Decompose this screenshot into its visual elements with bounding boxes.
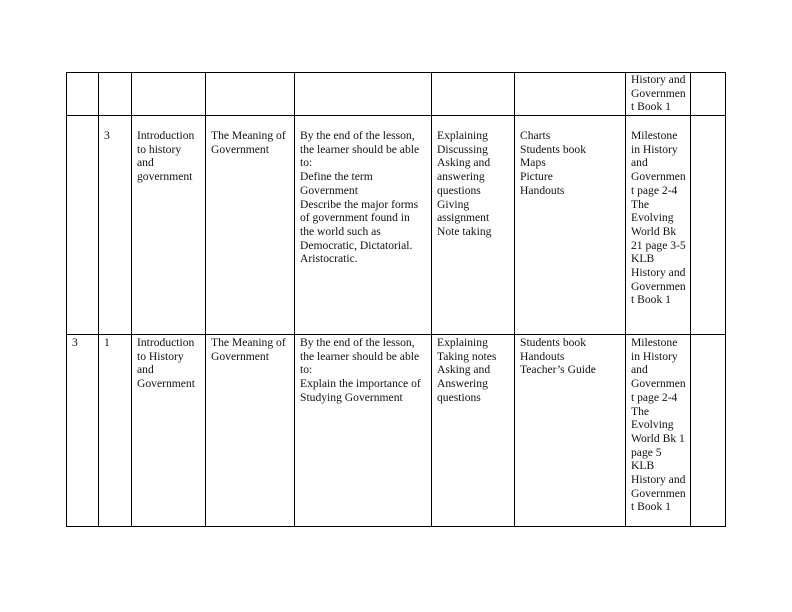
objectives-cell: By the end of the lesson, the learner should be able to: Explain the importance of Studying Government: [295, 335, 432, 527]
lesson-cell: 1: [99, 335, 132, 527]
table-row: [67, 335, 726, 527]
activities-cell: Explaining Discussing Asking and answering questions Giving assignment Note taking: [432, 116, 515, 335]
lesson-cell: 3: [99, 116, 132, 335]
topic-cell: Introduction to history and government: [132, 116, 206, 335]
week-cell: [67, 73, 99, 116]
subtopic-cell: The Meaning of Government: [206, 335, 295, 527]
resources-cell: [515, 73, 626, 116]
subtopic-cell: The Meaning of Government: [206, 116, 295, 335]
references-cell: History and Governmen t Book 1: [626, 73, 691, 116]
activities-cell: [432, 73, 515, 116]
subtopic-cell: [206, 73, 295, 116]
objectives-cell: By the end of the lesson, the learner should be able to: Define the term Government Describe the major forms of government found in the world such as Democratic, Dictatorial. Aristocratic.: [295, 116, 432, 335]
scheme-of-work-table: [66, 72, 726, 527]
resources-cell: Charts Students book Maps Picture Handouts: [515, 116, 626, 335]
remarks-cell: [691, 335, 726, 527]
remarks-cell: [691, 116, 726, 335]
activities-cell: Explaining Taking notes Asking and Answering questions: [432, 335, 515, 527]
table-row: [67, 116, 726, 335]
remarks-cell: [691, 73, 726, 116]
table-row: [67, 73, 726, 116]
lesson-cell: [99, 73, 132, 116]
references-cell: Milestone in History and Governmen t page 2-4 The Evolving World Bk 21 page 3-5 KLB History and Governmen t Book 1: [626, 116, 691, 335]
topic-cell: Introduction to History and Government: [132, 335, 206, 527]
week-cell: [67, 116, 99, 335]
resources-cell: Students book Handouts Teacher’s Guide: [515, 335, 626, 527]
references-cell: Milestone in History and Governmen t page 2-4 The Evolving World Bk 1 page 5 KLB History and Governmen t Book 1: [626, 335, 691, 527]
objectives-cell: [295, 73, 432, 116]
week-cell: 3: [67, 335, 99, 527]
topic-cell: [132, 73, 206, 116]
